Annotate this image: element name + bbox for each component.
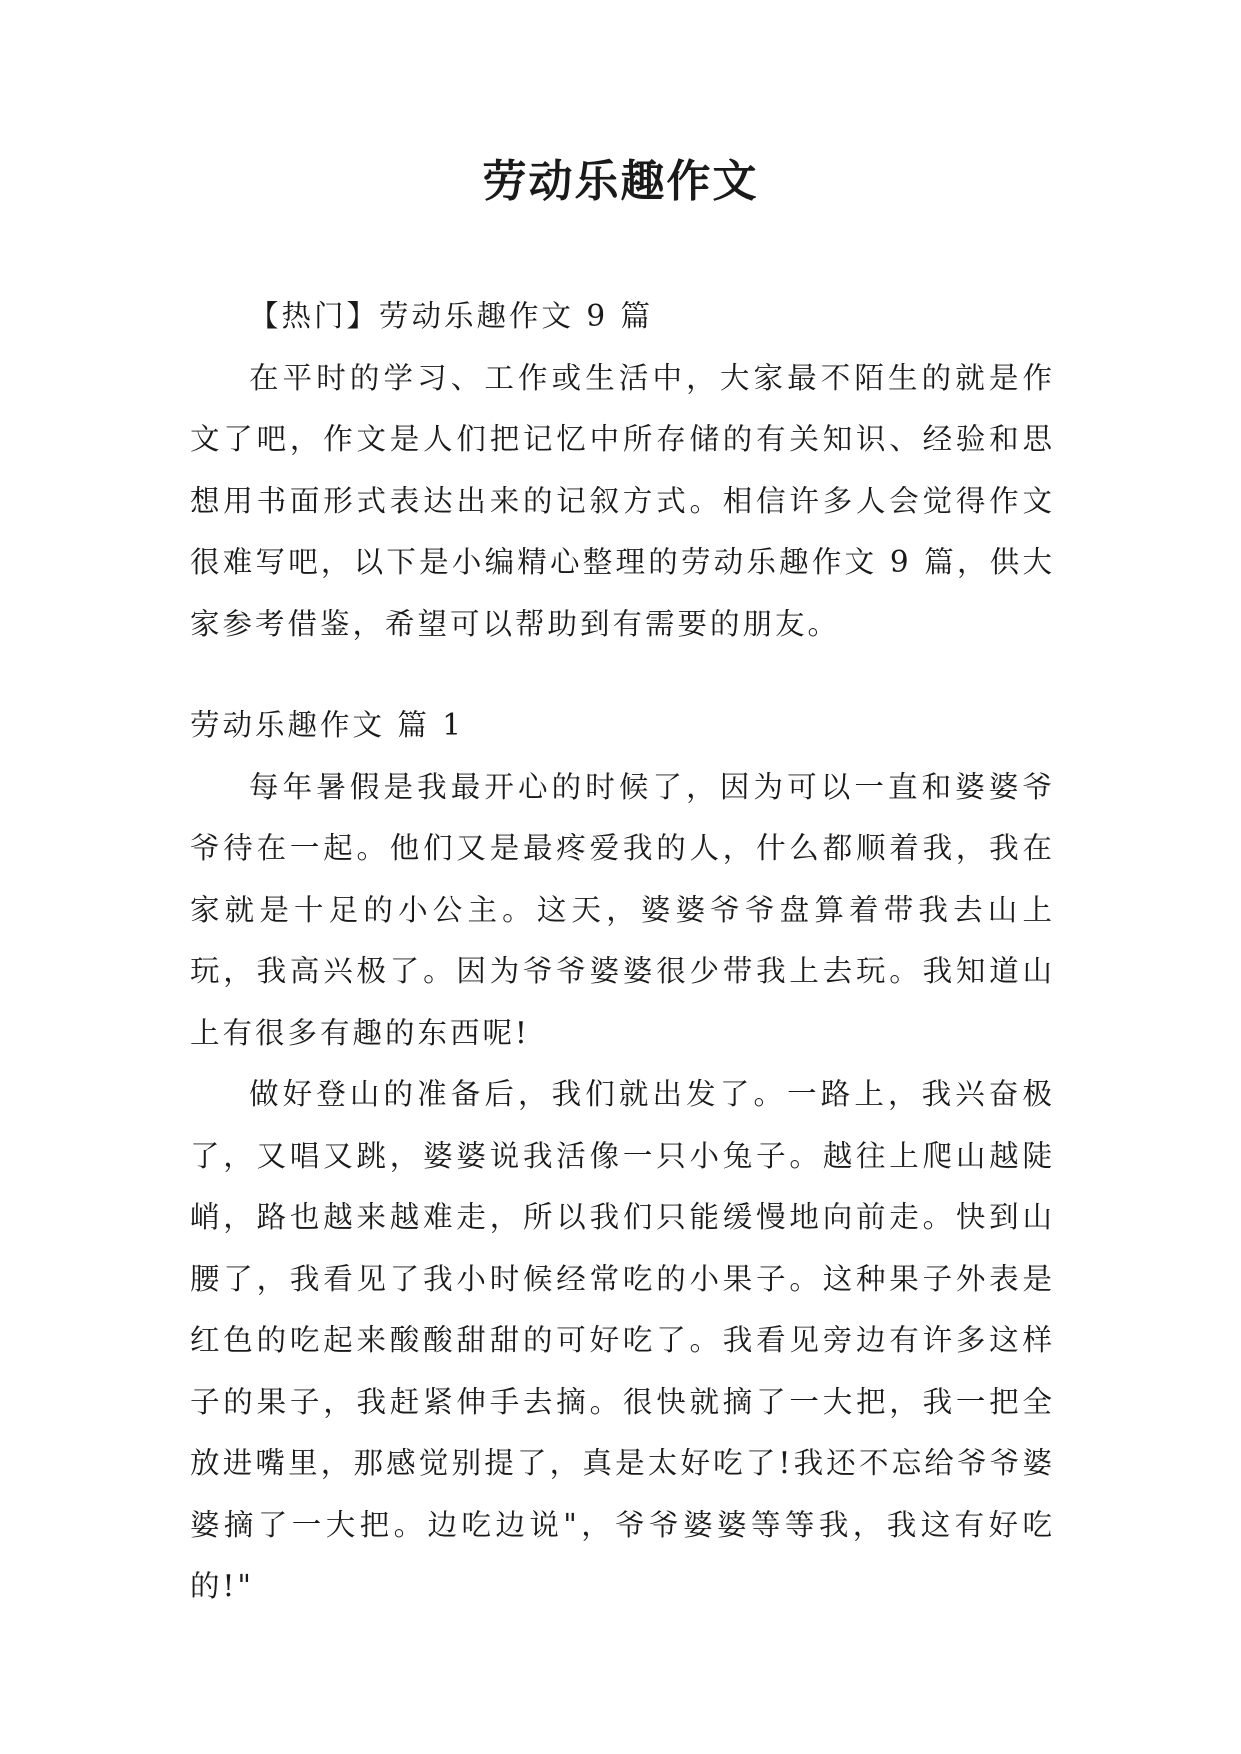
body-paragraph: 每年暑假是我最开心的时候了，因为可以一直和婆婆爷爷待在一起。他们又是最疼爱我的人，什么都顺着我，我在家就是十足的小公主。这天，婆婆爷爷盘算着带我去山上玩，我高兴极了。因为爷爷婆婆很少带我上去玩。我知道山上有很多有趣的东西呢! — [190, 769, 1055, 1050]
section-title: 劳动乐趣作文 篇 1 — [190, 708, 465, 742]
document-title: 劳动乐趣作文 — [482, 156, 759, 207]
body-paragraph: 做好登山的准备后，我们就出发了。一路上，我兴奋极了，又唱又跳，婆婆说我活像一只小兔子。越往上爬山越陡峭，路也越来越难走，所以我们只能缓慢地向前走。快到山腰了，我看见了我小时候经常吃的小果子。这种果子外表是红色的吃起来酸酸甜甜的可好吃了。我看见旁边有许多这样子的果子，我赶紧伸手去摘。很快就摘了一大把，我一把全放进嘴里，那感觉别提了，真是太好吃了!我还不忘给爷爷婆婆摘了一大把。边吃边说"，爷爷婆婆等等我，我这有好吃的!" — [190, 1077, 1055, 1603]
intro-heading: 【热门】劳动乐趣作文 9 篇 — [249, 299, 654, 333]
document-body — [190, 286, 1055, 1618]
intro-paragraph: 在平时的学习、工作或生活中，大家最不陌生的就是作文了吧，作文是人们把记忆中所存储的有关知识、经验和思想用书面形式表达出来的记叙方式。相信许多人会觉得作文很难写吧，以下是小编精心整理的劳动乐趣作文 9 篇，供大家参考借鉴，希望可以帮助到有需要的朋友。 — [190, 360, 1055, 641]
